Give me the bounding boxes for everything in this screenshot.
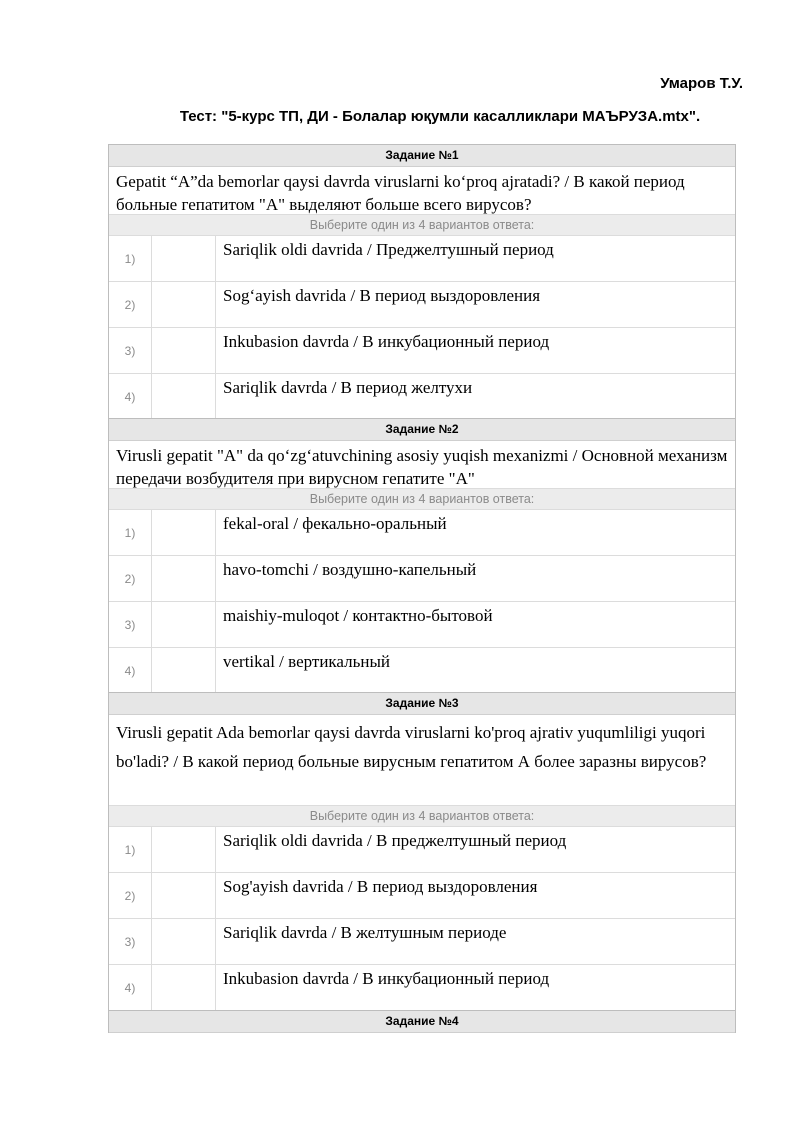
- answer-select-box[interactable]: [152, 328, 216, 374]
- answer-number: 2): [109, 282, 152, 328]
- answer-select-box[interactable]: [152, 236, 216, 282]
- answer-text: fekal-oral / фекально-оральный: [216, 510, 736, 556]
- answer-number: 1): [109, 236, 152, 282]
- answer-select-box[interactable]: [152, 827, 216, 873]
- answer-row[interactable]: [109, 648, 735, 694]
- answer-row[interactable]: [109, 965, 735, 1011]
- test-title: Тест: "5-курс ТП, ДИ - Болалар юқумли касалликлари МАЪРУЗА.mtx".: [179, 108, 701, 125]
- answer-text: Sariqlik davrda / В желтушным периоде: [216, 919, 736, 965]
- answer-number: 2): [109, 556, 152, 602]
- answer-select-box[interactable]: [152, 374, 216, 420]
- answer-text: Sog'ayish davrida / В период выздоровления: [216, 873, 736, 919]
- task-title: Задание №4: [109, 1011, 735, 1033]
- answer-text: Inkubasion davrda / В инкубационный период: [223, 969, 550, 988]
- answer-select-box[interactable]: [152, 602, 216, 648]
- task-title: Задание №1: [109, 145, 735, 167]
- answer-text: Sariqlik davrda / В период желтухи: [223, 378, 473, 397]
- answer-row[interactable]: [109, 236, 735, 282]
- answer-text: havo-tomchi / воздушно-капельный: [216, 556, 736, 602]
- answer-row[interactable]: [109, 282, 735, 328]
- answer-instruction: Выберите один из 4 вариантов ответа:: [109, 215, 735, 236]
- answer-text: Sariqlik oldi davrida / В преджелтушный период: [216, 827, 736, 873]
- task-card: [108, 692, 736, 1011]
- answer-table: [109, 510, 735, 693]
- question-text: Gepatit “A”da bemorlar qaysi davrda viruslarni ko‘proq ajratadi? / В какой период больные гепатитом "А" выделяют больше всего вирусов?: [109, 167, 735, 215]
- answer-text: Inkubasion davrda / В инкубационный период: [216, 328, 736, 374]
- answer-text: Sariqlik oldi davrida / Преджелтушный период: [216, 236, 736, 282]
- answer-row[interactable]: [109, 873, 735, 919]
- answer-select-box[interactable]: [152, 648, 216, 694]
- task-title: Задание №3: [109, 693, 735, 715]
- question-text: Virusli gepatit Ada bemorlar qaysi davrda viruslarni ko'proq ajrativ yuqumliligi yuqori bo'ladi? / В какой период больные вирусным гепатитом А более заразны вирусов?: [109, 715, 735, 806]
- task-card: [108, 418, 736, 694]
- answer-number: 3): [109, 602, 152, 648]
- answer-select-box[interactable]: [152, 965, 216, 1011]
- answer-number: 1): [109, 510, 152, 556]
- answer-row[interactable]: [109, 374, 735, 420]
- answer-select-box[interactable]: [152, 919, 216, 965]
- answer-number: 1): [109, 827, 152, 873]
- answer-row[interactable]: [109, 602, 735, 648]
- answer-select-box[interactable]: [152, 510, 216, 556]
- answer-number: 4): [109, 374, 152, 420]
- answer-number: 3): [109, 919, 152, 965]
- answer-select-box[interactable]: [152, 556, 216, 602]
- task-card: [108, 144, 736, 420]
- answer-number: 4): [109, 648, 152, 694]
- answer-number: 4): [109, 965, 152, 1011]
- answer-row[interactable]: [109, 328, 735, 374]
- answer-text: vertikal / вертикальный: [223, 652, 390, 671]
- answer-row[interactable]: [109, 510, 735, 556]
- answer-instruction: Выберите один из 4 вариантов ответа:: [109, 489, 735, 510]
- task-card: [108, 1010, 736, 1033]
- question-text: Virusli gepatit "A" da qo‘zg‘atuvchining asosiy yuqish mexanizmi / Основной механизм передачи возбудителя при вирусном гепатите "А": [109, 441, 735, 489]
- answer-row[interactable]: [109, 919, 735, 965]
- author-name: Умаров Т.У.: [660, 75, 743, 92]
- task-title: Задание №2: [109, 419, 735, 441]
- answer-select-box[interactable]: [152, 873, 216, 919]
- answer-number: 3): [109, 328, 152, 374]
- answer-table: [109, 236, 735, 419]
- answer-row[interactable]: [109, 556, 735, 602]
- answer-text: Sog‘ayish davrida / В период выздоровления: [216, 282, 736, 328]
- answer-text: maishiy-muloqot / контактно-бытовой: [216, 602, 736, 648]
- answer-number: 2): [109, 873, 152, 919]
- answer-select-box[interactable]: [152, 282, 216, 328]
- answer-table: [109, 827, 735, 1010]
- answer-row[interactable]: [109, 827, 735, 873]
- answer-instruction: Выберите один из 4 вариантов ответа:: [109, 806, 735, 827]
